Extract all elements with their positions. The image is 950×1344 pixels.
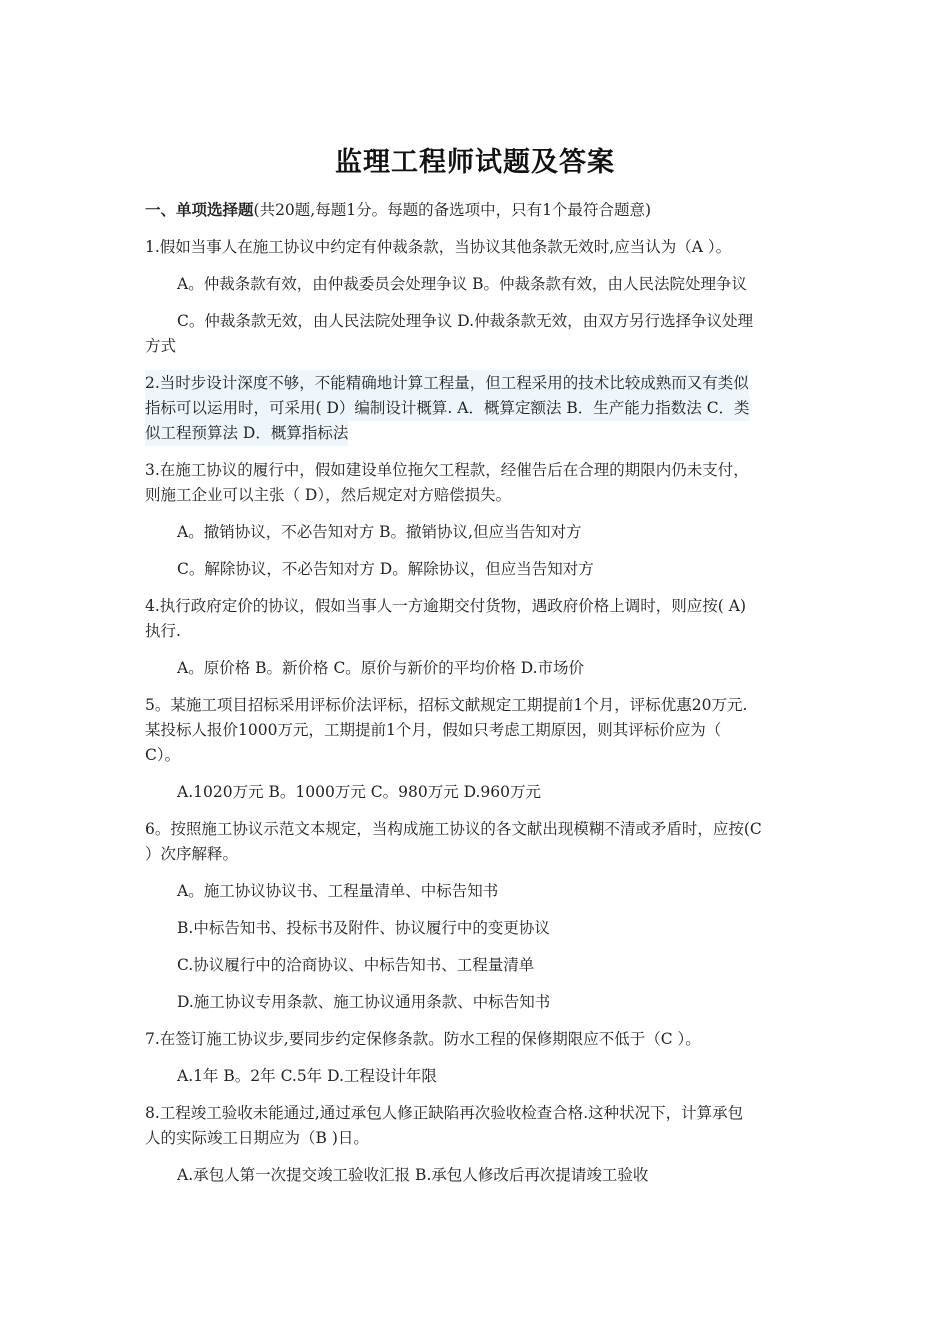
question-1-text: 1.假如当事人在施工协议中约定有仲裁条款，当协议其他条款无效时,应当认为（A ）。: [145, 238, 732, 256]
question-6-text: 6。按照施工协议示范文本规定，当构成施工协议的各文献出现模糊不清或矛盾时，应按(C: [145, 820, 762, 838]
question-8-text: 8.工程竣工验收未能通过,通过承包人修正缺陷再次验收检查合格.这种状况下，计算承包: [145, 1104, 744, 1122]
question-5-options: A.1020万元 B。1000万元 C。980万元 D.960万元: [177, 783, 542, 801]
question-1-options-cd: C。仲裁条款无效，由人民法院处理争议 D.仲裁条款无效，由双方另行选择争议处理: [177, 312, 754, 330]
question-2-text-end: 似工程预算法 D．概算指标法: [145, 420, 348, 446]
question-7-options: A.1年 B。2年 C.5年 D.工程设计年限: [177, 1067, 437, 1085]
question-6-option-b: B.中标告知书、投标书及附件、协议履行中的变更协议: [177, 919, 550, 937]
question-7-text: 7.在签订施工协议步,要同步约定保修条款。防水工程的保修期限应不低于（C ）。: [145, 1030, 701, 1048]
question-6-option-a: A。施工协议协议书、工程量清单、中标告知书: [177, 882, 499, 900]
question-6-option-d: D.施工协议专用条款、施工协议通用条款、中标告知书: [177, 993, 551, 1011]
question-3-options-ab: A。撤销协议，不必告知对方 B。撤销协议,但应当告知对方: [177, 523, 582, 541]
question-4-options: A。原价格 B。新价格 C。原价与新价的平均价格 D.市场价: [177, 659, 585, 677]
question-5-text: 5。某施工项目招标采用评标价法评标，招标文献规定工期提前1个月，评标优惠20万元.: [145, 696, 748, 714]
question-3-options-cd: C。解除协议，不必告知对方 D。解除协议，但应当告知对方: [177, 560, 594, 578]
section-heading: [145, 197, 651, 223]
question-1-options-ab: A。仲裁条款有效，由仲裁委员会处理争议 B。仲裁条款有效，由人民法院处理争议: [177, 275, 748, 293]
question-5-text-end: C）。: [145, 746, 181, 764]
question-2-text-cont: 指标可以运用时，可采用( D）编制设计概算. A．概算定额法 B．生产能力指数法 C．类: [145, 395, 750, 421]
section-heading-note: (共20题,每题1分。每题的备选项中，只有1个最符合题意): [253, 201, 651, 219]
question-4-text: 4.执行政府定价的协议，假如当事人一方逾期交付货物，遇政府价格上调时，则应按( A): [145, 597, 747, 615]
question-8-options-ab: A.承包人第一次提交竣工验收汇报 B.承包人修改后再次提请竣工验收: [177, 1166, 649, 1184]
question-8-text-cont: 人的实际竣工日期应为（B )日。: [145, 1129, 369, 1147]
question-4-text-cont: 执行.: [145, 622, 181, 640]
section-heading-label: 一、单项选择题: [145, 200, 254, 219]
question-6-text-cont: ）次序解释。: [145, 845, 239, 863]
question-5-text-cont: 某投标人报价1000万元，工期提前1个月，假如只考虑工期原因，则其评标价应为（: [145, 721, 722, 739]
question-3-text: 3.在施工协议的履行中，假如建设单位拖欠工程款，经催告后在合理的期限内仍未支付，: [145, 461, 749, 479]
question-1-options-cd-cont: 方式: [145, 337, 177, 355]
question-6-option-c: C.协议履行中的洽商协议、中标告知书、工程量清单: [177, 956, 535, 974]
question-2-text: 2.当时步设计深度不够，不能精确地计算工程量，但工程采用的技术比较成熟而又有类似: [145, 370, 749, 396]
question-3-text-cont: 则施工企业可以主张（ D），然后规定对方赔偿损失。: [145, 486, 512, 504]
page-title: 监理工程师试题及答案: [335, 147, 615, 178]
